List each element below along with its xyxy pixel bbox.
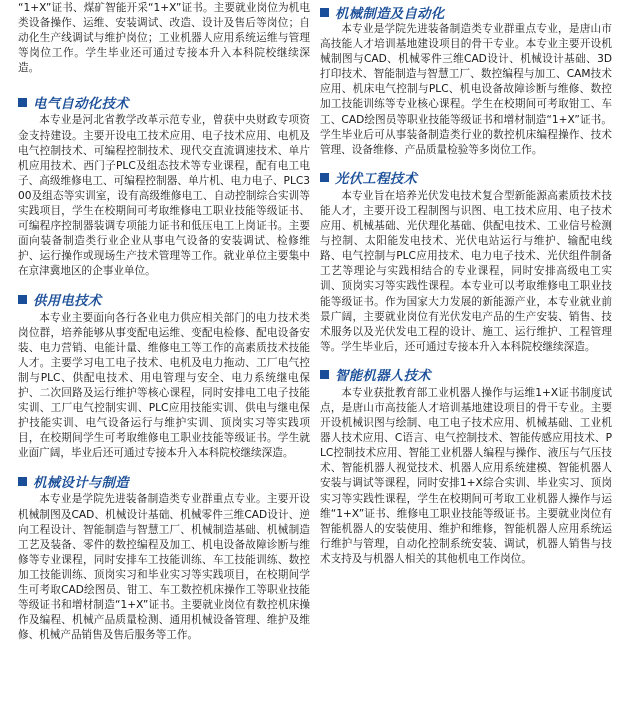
section-title: 智能机器人技术 bbox=[335, 369, 431, 385]
square-bullet-icon bbox=[320, 8, 329, 17]
section-body-power-supply: 本专业主要面向各行各业电力供应相关部门的电力技术类岗位群，培养能够从事变配电运维、变配电检修、配电设备安装、电力营销、电能计量、维修电工等工作的高素质技术技能人才。主要学习电工电子技术、电机及电力拖动、工厂电气控制与PLC、供配电技术、用电管理与安全、电力系统继电保护、二次回路及运行维护等核心课程，同时安排电工电子技能实训、工厂电气控制实训、PLC应用技能实训、供电与继电保护技能实训、电气设备运行与维护实训、顶岗实习等实践项目，在校期间学生可考取维修电工职业技能等级证书。学生就业面广阔，毕业后还可通过专接本升入本科院校继续深造。 bbox=[18, 311, 310, 460]
square-bullet-icon bbox=[320, 370, 329, 379]
section-heading-photovoltaic bbox=[320, 170, 612, 186]
section-heading-mechanical-design bbox=[18, 473, 310, 489]
section-title: 光伏工程技术 bbox=[335, 172, 418, 188]
right-column bbox=[320, 0, 612, 567]
section-heading-intelligent-robot bbox=[320, 367, 612, 383]
section-body-electrical-automation: 本专业是河北省教学改革示范专业，曾获中央财政专项资金支持建设。主要开设电工技术应用、电子技术应用、电机及电气控制技术、可编程控制技术、现代交直流调速技术、单片机应用技术、西门子PLC及组态技术等专业课程，配有电工电子、高级维修电工、可编程控制器、单片机、电力电子、PLC300及组态等实训室，设有高级维修电工、自动控制综合实训等实践项目，学生在校期间可考取维修电工职业技能等级证书、可编程序控制器装调专项能力证书和低压电工上岗证书。主要面向装备制造类行业企业从事电气设备的安装调试、检修维护、运行操作或现场生产技术管理等工作。就业单位主要集中在京津冀地区的企事业单位。 bbox=[18, 114, 310, 278]
intro-continuation: “1+X”证书、煤矿智能开采“1+X”证书。主要就业岗位为机电类设备操作、运维、安装调试、改造、设计及售后等岗位；自动化生产线调试与维护岗位；工业机器人应用系统运维与管理等岗位工作。学生毕业还可通过专接本升入本科院校继续深造。 bbox=[18, 2, 310, 75]
section-title: 电气自动化技术 bbox=[33, 96, 129, 112]
section-title: 机械制造及自动化 bbox=[335, 6, 445, 22]
square-bullet-icon bbox=[18, 295, 27, 304]
section-body-photovoltaic: 本专业旨在培养光伏发电技术复合型新能源高素质技术技能人才，主要开设工程制图与识图、电工技术应用、电子技术应用、机械基础、光伏理化基础、供配电技术、工业信号检测与控制、太阳能发电技术、光伏电站运行与维护、输配电线路、电气控制与PLC应用技术、电力电子技术、光伏组件制备工艺等理论与实践相结合的专业课程，同时安排高级电工实训、顶岗实习等实践性课程。本专业可以考取维修电工职业技能等级证书。作为国家大力发展的新能源产业，本专业就业前景广阔，主要就业岗位有光伏发电产品的生产安装、销售、技术服务以及光伏发电工程的设计、施工、运行维护、工程管理等。学生毕业后，还可通过专接本升入本科院校继续深造。 bbox=[320, 189, 612, 353]
left-column bbox=[18, 0, 310, 643]
square-bullet-icon bbox=[18, 477, 27, 486]
square-bullet-icon bbox=[320, 173, 329, 182]
section-heading-electrical-automation bbox=[18, 94, 310, 110]
section-title: 供用电技术 bbox=[33, 294, 102, 309]
section-body-mechanical-design: 本专业是学院先进装备制造类专业群重点专业。主要开设机械制图及CAD、机械设计基础、机械零件三维CAD设计、逆向工程设计、智能制造与智慧工厂、机械制造基础、机械制造工艺及装备、零件的数控编程及加工、机电设备故障诊断与维修等专业课程，同时安排车工技能训练、车工技能训练、数控加工技能训练、顶岗实习和毕业实习等实践项目，在校期间学生可考取CAD绘图员、钳工、车工数控机床操作工等职业技能等级证书和增材制造“1+X”证书。主要就业岗位有数控机床操作及编程、机械产品质量检测、通用机械设备管理、维护及维修、机械产品销售及售后服务等工作。 bbox=[18, 493, 310, 642]
section-title: 机械设计与制造 bbox=[33, 475, 129, 491]
section-body-intelligent-robot: 本专业获批教育部工业机器人操作与运维1+X证书制度试点，是唐山市高技能人才培训基地建设项目的骨干专业。主要开设机械识图与绘制、电工电子技术应用、机械基础、工业机器人技术应用、C语言、电气控制技术、智能传感应用技术、PLC控制技术应用、智能工业机器人编程与操作、液压与气压技术、智能机器人视觉技术、机器人应用系统建模、智能机器人安装与调试等课程，同时安排1+X综合实训、毕业实习、顶岗实习等实践性课程，学生在校期间可考取工业机器人操作与运维“1+X”证书、维修电工职业技能等级证书。主要就业岗位有智能机器人的安装使用、维护和维修，智能机器人应用系统运行维护与管理，自动化控制系统安装、调试，机器人销售与技术支持及与机器人相关的其他机电工作岗位。 bbox=[320, 386, 612, 565]
section-heading-mechanical-automation bbox=[320, 4, 612, 20]
section-heading-power-supply bbox=[18, 292, 310, 308]
square-bullet-icon bbox=[18, 98, 27, 107]
section-body-mechanical-automation: 本专业是学院先进装备制造类专业群重点专业，是唐山市高技能人才培训基地建设项目的骨干专业。本专业主要开设机械制图与CAD、机械零件三维CAD设计、机械设计基础、3D打印技术、智能制造与智慧工厂、数控编程与加工、CAM技术应用、机床电气控制与PLC、机电设备故障诊断与维修、数控加工技能训练等专业核心课程。学生在校期间可考取钳工、车工、CAD绘图员等职业技能等级证书和增材制造“1+X”证书。学生毕业后可从事装备制造类行业的数控机床编程操作、技术管理、设备维修、产品质量检验等多岗位工作。 bbox=[320, 23, 612, 156]
